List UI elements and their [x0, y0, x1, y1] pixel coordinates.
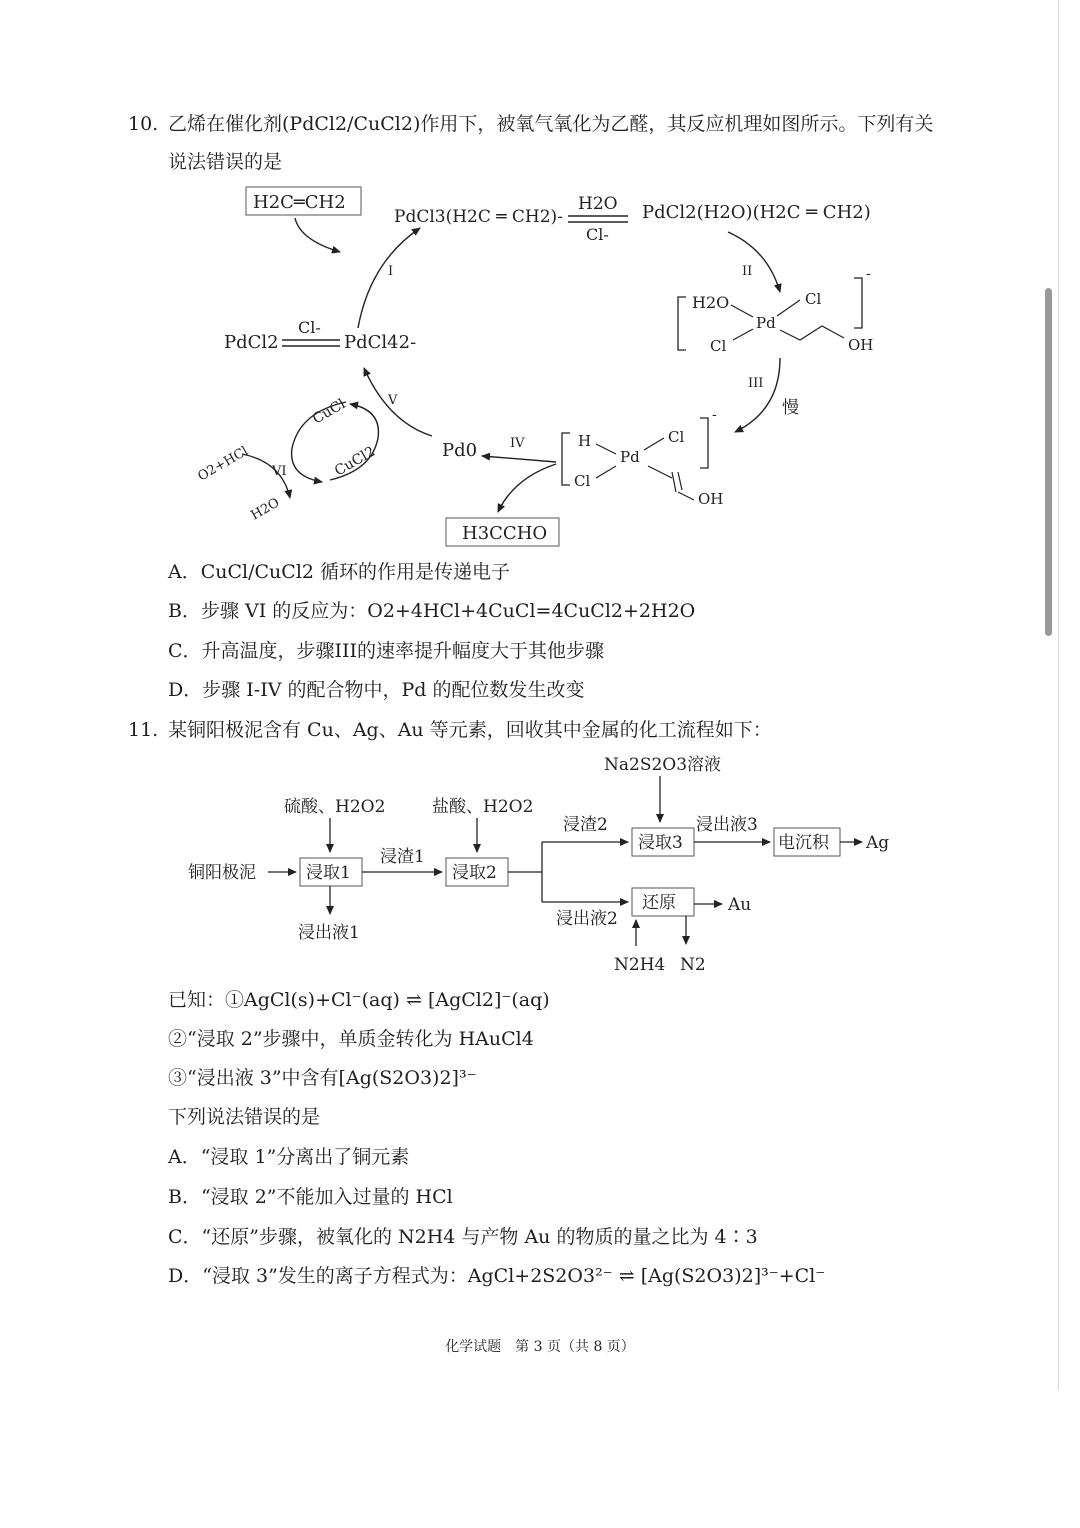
q11-option-b: B．“浸取 2”不能加入过量的 HCl — [168, 1186, 453, 1208]
page-edge-divider — [1058, 0, 1059, 1390]
pdcl2-label: PdCl2 — [224, 332, 279, 353]
o2hcl-label: O2+HCl — [195, 443, 251, 485]
step-V-label: V — [388, 393, 398, 408]
reagent2-label: 盐酸、H2O2 — [432, 797, 534, 817]
q11-option-d: D．“浸取 3”发生的离子方程式为：AgCl+2S2O3²⁻ ⇌ [Ag(S2O3)2]³⁻+Cl⁻ — [168, 1265, 826, 1287]
vertical-scrollbar[interactable] — [1045, 288, 1052, 636]
box3-label: 浸取3 — [638, 833, 683, 853]
na2s2o3-label: Na2S2O3溶液 — [604, 755, 722, 775]
page-footer: 化学试题 第 3 页（共 8 页） — [445, 1339, 635, 1355]
electro-label: 电沉积 — [778, 833, 829, 853]
cucl2-label: CuCl2 — [332, 443, 378, 480]
c3-pd: Pd — [756, 314, 776, 332]
leach3-label: 浸出液3 — [696, 815, 758, 835]
q10-option-a: A．CuCl/CuCl2 循环的作用是传递电子 — [168, 561, 511, 583]
q10-stem-line1: 乙烯在催化剂(PdCl2/CuCl2)作用下，被氧气氧化为乙醛，其反应机理如图所示。下列有关 — [168, 113, 934, 135]
h2o-out-label: H2O — [248, 495, 283, 524]
q11-known3: ③“浸出液 3”中含有[Ag(S2O3)2]³⁻ — [168, 1067, 477, 1089]
reagent1-label: 硫酸、H2O2 — [284, 797, 386, 817]
q10-option-b: B．步骤 VI 的反应为：O2+4HCl+4CuCl=4CuCl2+2H2O — [168, 600, 696, 622]
slow-label: 慢 — [782, 398, 799, 418]
product-label: H3CCHO — [462, 523, 548, 544]
complex1-label: PdCl3(H2C ═ CH2)- — [394, 207, 563, 227]
ethylene-label: H2C═CH2 — [253, 192, 346, 213]
leach2-label: 浸出液2 — [556, 909, 618, 929]
c3-oh: OH — [848, 336, 874, 354]
residue1-label: 浸渣1 — [380, 847, 425, 867]
q11-ask: 下列说法错误的是 — [168, 1106, 321, 1128]
pdcl4-label: PdCl42- — [344, 332, 417, 353]
q10-number: 10. — [128, 113, 159, 135]
reduce-label: 还原 — [642, 893, 676, 913]
c4-cl1: Cl — [668, 428, 685, 446]
step-IV-label: IV — [510, 436, 525, 451]
q11-stem: 某铜阳极泥含有 Cu、Ag、Au 等元素，回收其中金属的化工流程如下： — [168, 719, 772, 741]
c4-charge: - — [712, 407, 717, 423]
q11-option-c: C．“还原”步骤，被氧化的 N2H4 与产物 Au 的物质的量之比为 4∶3 — [168, 1226, 758, 1248]
box2-label: 浸取2 — [452, 863, 497, 883]
q11-number: 11. — [128, 719, 159, 741]
step-VI-label: VI — [272, 464, 287, 479]
c4-cl2: Cl — [574, 472, 591, 490]
ag-label: Ag — [866, 833, 890, 853]
step-I-label: I — [388, 264, 394, 279]
residue2-label: 浸渣2 — [563, 815, 608, 835]
q10-option-c: C．升高温度，步骤III的速率提升幅度大于其他步骤 — [168, 640, 605, 662]
q10-stem-line2: 说法错误的是 — [168, 151, 283, 173]
c3-cl2: Cl — [710, 337, 727, 355]
eq-cl-label: Cl- — [586, 225, 609, 244]
c3-h2o: H2O — [692, 293, 730, 312]
n2-label: N2 — [680, 955, 706, 975]
pd0-label: Pd0 — [442, 440, 478, 461]
c4-pd: Pd — [620, 448, 640, 466]
q11-option-a: A．“浸取 1”分离出了铜元素 — [168, 1146, 410, 1168]
c4-oh: OH — [698, 490, 724, 508]
feed-label: 铜阳极泥 — [188, 863, 256, 883]
q11-known2: ②“浸取 2”步骤中，单质金转化为 HAuCl4 — [168, 1028, 534, 1050]
n2h4-label: N2H4 — [614, 955, 666, 975]
step-III-label: III — [748, 376, 764, 391]
leach1-label: 浸出液1 — [298, 923, 360, 943]
cucl-label: CuCl — [310, 396, 349, 428]
c4-h: H — [578, 432, 592, 450]
c3-charge: - — [866, 266, 871, 282]
q10-option-d: D．步骤 I-IV 的配合物中，Pd 的配位数发生改变 — [168, 679, 585, 701]
box1-label: 浸取1 — [306, 863, 351, 883]
complex2-label: PdCl2(H2O)(H2C ═ CH2) — [642, 202, 871, 223]
eq-h2o-label: H2O — [578, 194, 618, 214]
cl-eq-label: Cl- — [298, 318, 321, 337]
au-label: Au — [728, 895, 752, 915]
q11-known1: 已知：①AgCl(s)+Cl⁻(aq) ⇌ [AgCl2]⁻(aq) — [168, 989, 550, 1011]
step-II-label: II — [742, 264, 753, 279]
c3-cl1: Cl — [805, 290, 822, 308]
